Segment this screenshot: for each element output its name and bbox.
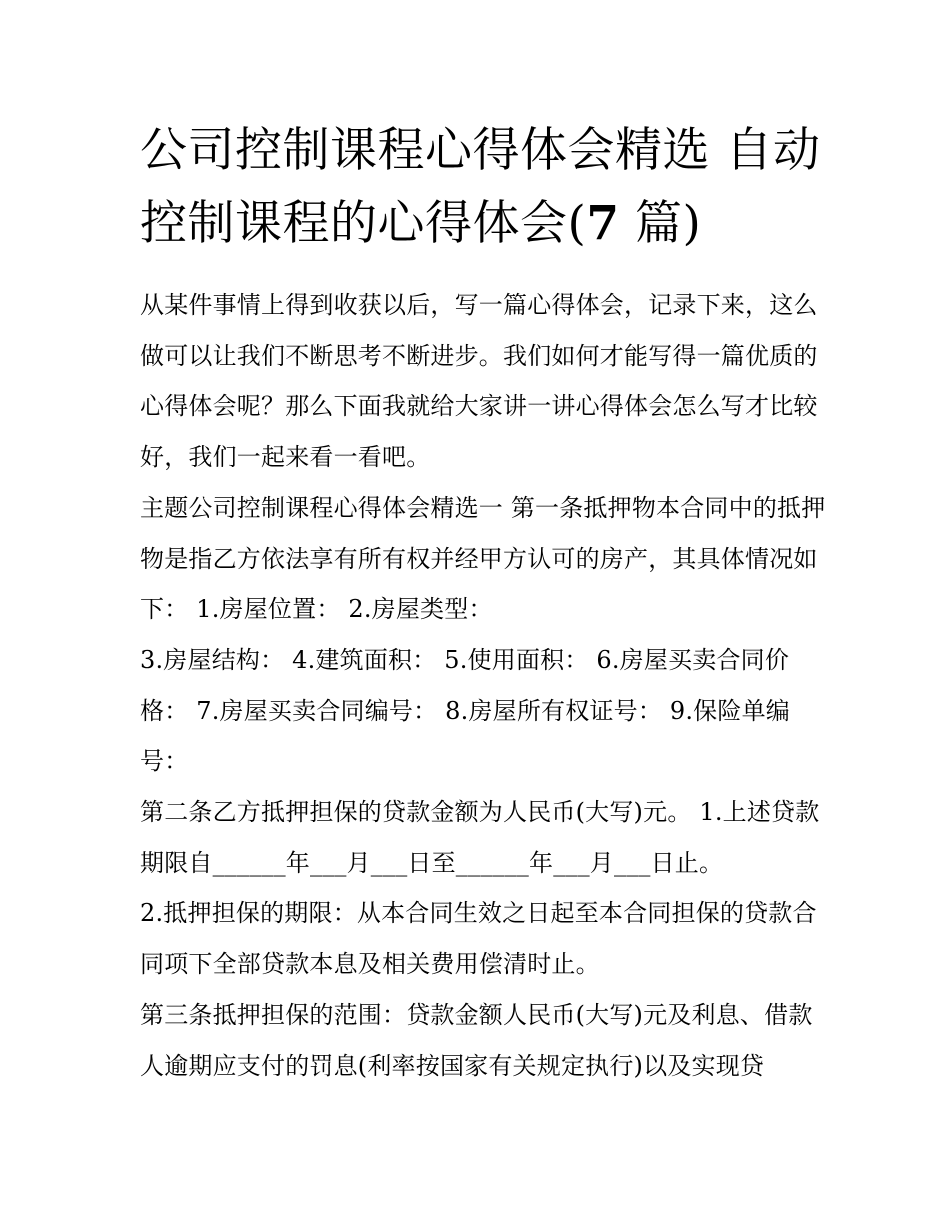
title-text-part2: 篇): [619, 196, 702, 251]
paragraph-property-details: 3.房屋结构： 4.建筑面积： 5.使用面积： 6.房屋买卖合同价格： 7.房屋买卖合同编号： 8.房屋所有权证号： 9.保险单编号：: [140, 645, 790, 776]
paragraph-intro: 从某件事情上得到收获以后，写一篇心得体会，记录下来，这么做可以让我们不断思考不断进步。我们如何才能写得一篇优质的心得体会呢？那么下面我就给大家讲一讲心得体会怎么写才比较好，我们一起来看一看吧。: [140, 291, 818, 472]
title-count: 7: [586, 196, 620, 251]
paragraph-guarantee-term: 2.抵押担保的期限：从本合同生效之日起至本合同担保的贷款合同项下全部贷款本息及相关费用偿清时止。: [140, 899, 817, 979]
paragraph-article-3: 第三条抵押担保的范围：贷款金额人民币(大写)元及利息、借款人逾期应支付的罚息(利率按国家有关规定执行)以及实现贷: [140, 1000, 813, 1080]
document-body: [140, 280, 830, 1091]
paragraph-article-2: 第二条乙方抵押担保的贷款金额为人民币(大写)元。 1.上述贷款期限自______年___月___日至______年___月___日止。: [140, 798, 820, 877]
title-text-part1: 公司控制课程心得体会精选 自动控制课程的心得体会(: [140, 123, 821, 251]
document-title: [140, 114, 830, 260]
paragraph-article-1: 主题公司控制课程心得体会精选一 第一条抵押物本合同中的抵押物是指乙方依法享有所有权并经甲方认可的房产，其具体情况如下： 1.房屋位置： 2.房屋类型：: [140, 493, 826, 624]
